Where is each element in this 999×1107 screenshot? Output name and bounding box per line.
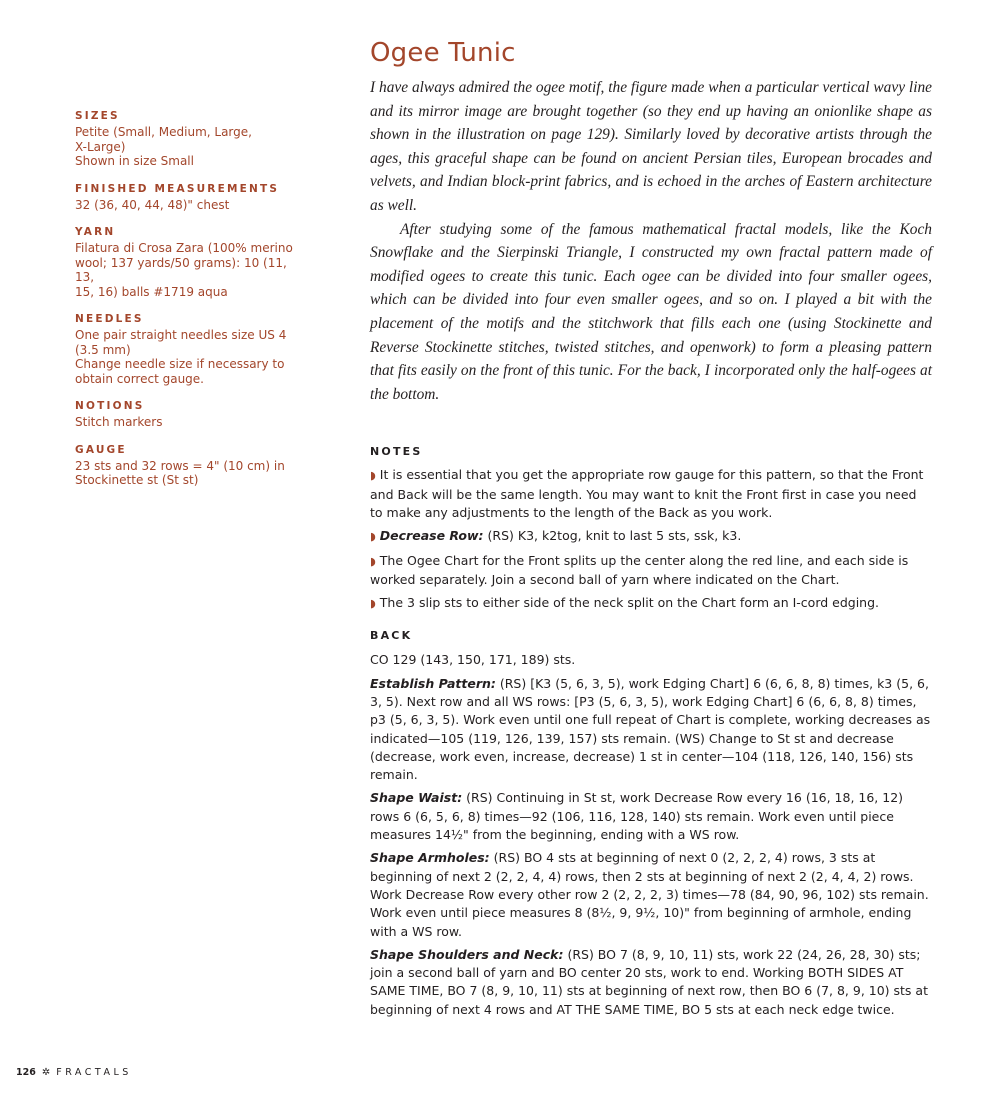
note-item xyxy=(370,527,932,546)
spec-line: Petite (Small, Medium, Large, xyxy=(75,125,252,139)
main-column xyxy=(370,36,932,1024)
instruction-lead: Establish Pattern: xyxy=(370,675,496,691)
note-text: (RS) K3, k2tog, knit to last 5 sts, ssk, k3. xyxy=(487,528,742,544)
instruction-paragraph xyxy=(370,789,932,844)
spec-heading: GAUGE xyxy=(75,443,127,456)
spec-gauge xyxy=(75,443,305,488)
spec-notions xyxy=(75,399,305,430)
instruction-text: CO 129 (143, 150, 171, 189) sts. xyxy=(370,652,576,668)
spec-line: 32 (36, 40, 44, 48)" chest xyxy=(75,197,230,212)
instruction-lead: Shape Armholes: xyxy=(370,850,490,866)
note-item xyxy=(370,594,932,613)
instruction-lead: Shape Waist: xyxy=(370,790,463,806)
instruction-paragraph xyxy=(370,675,932,785)
back-heading: BACK xyxy=(370,629,413,643)
spec-line: (3.5 mm) xyxy=(75,342,131,357)
instruction-paragraph xyxy=(370,651,932,669)
page-number: 126 xyxy=(16,1067,36,1078)
note-text: It is essential that you get the appropriate row gauge for this pattern, so that the Front and Back will be the same length. You may want to knit the Front first in case you need to make any adjustments to the length of the Back as you work. xyxy=(370,467,924,520)
note-item xyxy=(370,552,932,590)
spec-line: 23 sts and 32 rows = 4" (10 cm) in xyxy=(75,458,285,473)
spec-heading: YARN xyxy=(75,226,116,238)
spec-line: Shown in size Small xyxy=(75,154,194,168)
spec-yarn xyxy=(75,225,305,299)
instruction-paragraph xyxy=(370,849,932,940)
bullet-icon: ◗ xyxy=(370,554,376,568)
note-lead: Decrease Row: xyxy=(379,528,484,544)
instruction-text: (RS) Continuing in St st, work Decrease Row every 16 (16, 18, 16, 12) rows 6 (6, 5, 6, 8) times—92 (106, 116, 128, 140) sts remain. Work even until piece measures 14½" from the beginning, ending with a WS row. xyxy=(370,790,904,843)
notes-heading: NOTES xyxy=(370,445,423,459)
intro-paragraph: I have always admired the ogee motif, the figure made when a particular vertical wavy line and its mirror image are brought together (so they end up having an onionlike shape as shown in the illustration on page 129). Similarly loved by decorative artists through the ages, this graceful shape can be found on ancient Persian tiles, European brocades and velvets, and Indian block-print fabrics, and is echoed in the arches of Eastern architecture as well. xyxy=(370,79,932,214)
spec-line: One pair straight needles size US 4 xyxy=(75,328,287,342)
bullet-icon: ◗ xyxy=(370,530,376,544)
page-title: Ogee Tunic xyxy=(370,38,516,68)
instruction-paragraph xyxy=(370,946,932,1019)
note-text: The Ogee Chart for the Front splits up the center along the red line, and each side is worked separately. Join a second ball of yarn where indicated on the Chart. xyxy=(370,552,909,587)
instruction-text: (RS) BO 7 (8, 9, 10, 11) sts, work 22 (24, 26, 28, 30) sts; join a second ball of yarn and BO center 20 sts, work to end. Working BOTH SIDES AT SAME TIME, BO 7 (8, 9, 10, 11) sts at beginning of next row, then BO 6 (7, 8, 9, 10) sts at beginning of next 4 rows and AT THE SAME TIME, BO 5 sts at each neck edge twice. xyxy=(370,946,928,1017)
bullet-icon: ◗ xyxy=(370,469,376,483)
spec-sizes xyxy=(75,109,305,169)
note-text: The 3 slip sts to either side of the neck split on the Chart form an I-cord edging. xyxy=(379,595,880,611)
spec-heading: NEEDLES xyxy=(75,313,144,325)
instruction-text: (RS) [K3 (5, 6, 3, 5), work Edging Chart] 6 (6, 6, 8, 8) times, k3 (5, 6, 3, 5). Next row and all WS rows: [P3 (5, 6, 3, 5), work Edging Chart] 6 (6, 6, 8, 8) times, p3 (5, 6, 3, 5). Work even until one full repeat of Chart is complete, working decreases as indicated—105 (119, 126, 139, 157) sts remain. (WS) Change to St st and decrease (decrease, work even, increase, decrease) 1 st in center—104 (118, 126, 140, 156) sts remain. xyxy=(370,675,931,783)
spec-line: wool; 137 yards/50 grams): 10 (11, 13, xyxy=(75,255,287,284)
back-instructions xyxy=(370,651,932,1019)
spec-heading: FINISHED MEASUREMENTS xyxy=(75,182,280,195)
star-icon: ✲ xyxy=(41,1067,51,1078)
spec-line: X-Large) xyxy=(75,139,126,154)
section-name: FRACTALS xyxy=(56,1067,132,1078)
spec-heading: NOTIONS xyxy=(75,400,145,412)
spec-needles xyxy=(75,312,305,386)
spec-line: Filatura di Crosa Zara (100% merino xyxy=(75,241,293,255)
spec-line: 15, 16) balls #1719 aqua xyxy=(75,284,228,299)
spec-line: Stockinette st (St st) xyxy=(75,473,199,487)
instruction-text: (RS) BO 4 sts at beginning of next 0 (2, 2, 2, 4) rows, 3 sts at beginning of next 2 (2, 2, 4, 4) rows, then 2 sts at beginning of next 2 (2, 4, 4, 2) rows. Work Decrease Row every other row 2 (2, 2, 2, 3) times—78 (84, 90, 96, 102) sts remain. Work even until piece measures 8 (8½, 9, 9½, 10)" from beginning of armhole, ending with a WS row. xyxy=(370,850,929,939)
bullet-icon: ◗ xyxy=(370,597,376,611)
page-footer xyxy=(16,1066,132,1080)
pattern-specs-sidebar xyxy=(75,109,305,501)
spec-line: Change needle size if necessary to xyxy=(75,357,285,371)
note-item xyxy=(370,466,932,522)
spec-heading: SIZES xyxy=(75,110,120,122)
spec-finished-measurements xyxy=(75,182,305,213)
intro-text xyxy=(370,76,932,406)
instruction-lead: Shape Shoulders and Neck: xyxy=(370,946,564,962)
spec-line: obtain correct gauge. xyxy=(75,371,204,386)
spec-line: Stitch markers xyxy=(75,415,163,429)
intro-paragraph: After studying some of the famous mathematical fractal models, like the Koch Snowflake and the Sierpinski Triangle, I constructed my own fractal pattern made of modified ogees to create this tunic. Each ogee can be divided into four smaller ogees, which can be divided into four even smaller ogees, and so on. I played a bit with the placement of the motifs and the stitchwork that fills each one (using Stockinette and Reverse Stockinette stitches, twisted stitches, and openwork) to form a pleasing pattern that fits easily on the front of this tunic. For the back, I incorporated only the half-ogees at the bottom. xyxy=(370,220,932,403)
notes-list xyxy=(370,466,932,613)
